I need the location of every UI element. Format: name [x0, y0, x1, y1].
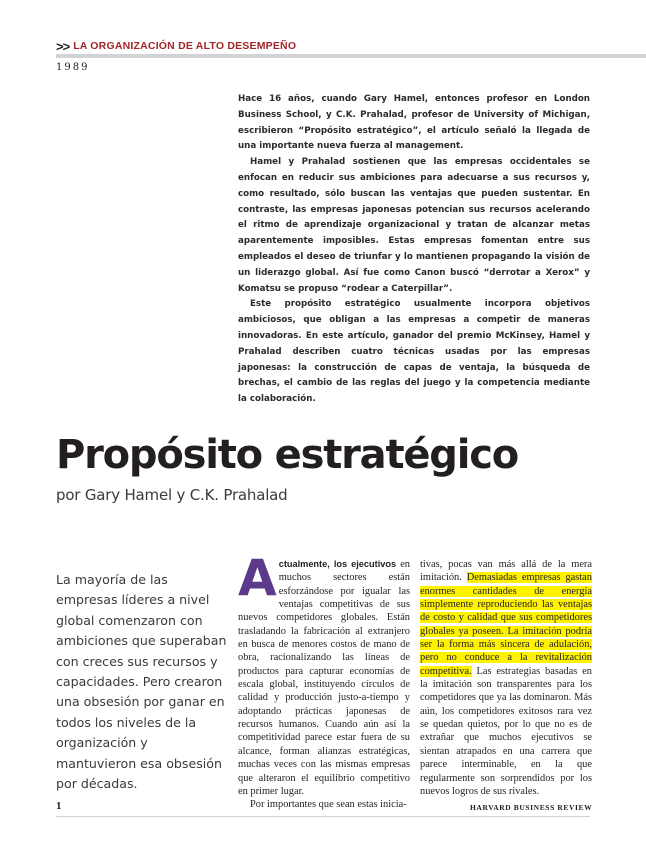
highlighted-text: Demasiadas empresas gastan enormes cantidades de energía simplemente reproduciendo las ventajas de costo y calidad que sus competidores globales ya poseen. La imitación podría ser la forma más sincera de adulación, pero no conduce a la revitalización competitiva.: [420, 572, 592, 677]
intro-abstract: [238, 92, 590, 408]
section-label: LA ORGANIZACIÓN DE ALTO DESEMPEÑO: [73, 40, 297, 52]
drop-cap: A: [238, 549, 277, 607]
article-byline: por Gary Hamel y C.K. Prahalad: [56, 486, 288, 504]
body-text: tivas, pocas van más allá de la mera imitación.: [420, 559, 592, 584]
journal-name: HARVARD BUSINESS REVIEW: [470, 803, 593, 812]
body-column-2: [420, 558, 592, 798]
article-title: Propósito estratégico: [56, 432, 519, 478]
body-column-1: [238, 549, 411, 812]
body-text: en muchos sectores están esforzándose por igualar las ventajas competitivas de sus nuevos competidores globales. Están trasladando la fabricación al extranjero en busca de menores costos de mano de obra, racionalizando las líneas de productos para capturar economías de escala global, instituyendo círculos de calidad y producción justo-a-tiempo y adoptando prácticas japonesas de recursos humanos. Cuando aún así la competitividad parece estar fuera de su alcance, forman alianzas estratégicas, muchas veces con las mismas empresas que alteraron el equilibrio competitivo en primer lugar.: [238, 559, 411, 797]
intro-paragraph: Hamel y Prahalad sostienen que las empresas occidentales se enfocan en reducir sus ambiciones para adecuarse a sus recursos y, como resultado, sólo buscan las ventajas que pueden sustentar. En contraste, las empresas japonesas potencian sus recursos acelerando el ritmo de aprendizaje organizacional y tratan de alcanzar metas aparentemente imposibles. Estas empresas fomentan entre sus empleados el deseo de triunfar y lo mantienen propagando la visión de un liderazgo global. Así fue como Canon buscó “derrotar a Xerox” y Komatsu se propuso “rodear a Caterpillar”.: [238, 157, 590, 294]
intro-paragraph: Este propósito estratégico usualmente incorpora objetivos ambiciosos, que obligan a las empresas a competir de maneras innovadoras. En este artículo, ganador del premio McKinsey, Hamel y Prahalad describen cuatro técnicas usadas por las empresas japonesas: la construcción de capas de ventaja, la búsqueda de brechas, el cambio de las reglas del juego y la competencia mediante la colaboración.: [238, 299, 590, 405]
publication-year: 1989: [56, 62, 90, 73]
body-paragraph: [238, 549, 411, 798]
lead-in: ctualmente, los ejecutivos: [278, 559, 397, 569]
body-paragraph: [420, 558, 592, 798]
body-paragraph: Por importantes que sean estas inicia-: [250, 799, 407, 811]
page-number: 1: [56, 800, 62, 812]
footer-rule: [56, 816, 590, 817]
header-rule: [56, 54, 646, 58]
pull-quote: La mayoría de las empresas líderes a nivel global comenzaron con ambiciones que superaban con creces sus recursos y capacidades. Pero crearon una obsesión por ganar en todos los niveles de la organización y mantuvieron esa obsesión por décadas.: [56, 572, 227, 792]
section-header: [56, 38, 646, 54]
double-chevron-icon: >>: [56, 38, 70, 54]
intro-paragraph: Hace 16 años, cuando Gary Hamel, entonces profesor en London Business School, y C.K. Prahalad, profesor de University of Michigan, escribieron “Propósito estratégico”, el artículo señaló la llegada de una importante nueva fuerza al management.: [238, 94, 590, 152]
body-text: Las estrategias basadas en la imitación son transparentes para los competidores que ya las dominaron. Más aún, los competidores exitosos rara vez se quedan quietos, por lo que no es de extrañar que muchos ejecutivos se sientan atrapados en una carrera que parece interminable, en la que regularmente son sorprendidos por los nuevos logros de sus rivales.: [420, 665, 592, 797]
